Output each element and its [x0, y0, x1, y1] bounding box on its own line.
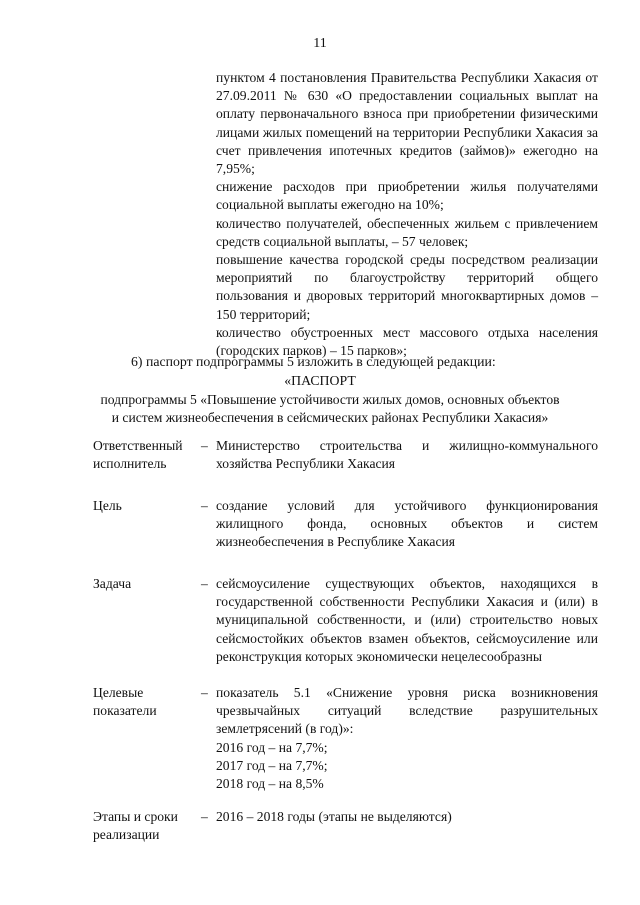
- row-label: Задача: [93, 576, 132, 591]
- row-content: [216, 575, 598, 666]
- paragraph: количество обустроенных мест массового отдыха населения (городских парков) – 15 парков»;: [216, 324, 598, 359]
- row-label: Ответственный исполнитель: [93, 438, 183, 472]
- dash-separator: –: [201, 438, 208, 453]
- paragraph: снижение расходов при приобретении жилья получателями социальной выплаты ежегодно на 10%;: [216, 179, 598, 213]
- subtitle-line: подпрограммы 5 «Повышение устойчивости жилых домов, основных объектов: [100, 392, 560, 407]
- subtitle-line: и систем жизнеобеспечения в сейсмических районах Республики Хакасия»: [111, 410, 549, 426]
- row-text: создание условий для устойчивого функционирования жилищного фонда, основных объектов и систем жизнеобеспечения в Республике Хакасия: [216, 498, 598, 550]
- row-label: Целевые показатели: [93, 685, 157, 719]
- passport-subtitle: [60, 391, 600, 427]
- indicator-year-value: 2016 год – на 7,7%;: [216, 739, 328, 755]
- paragraph: количество получателей, обеспеченных жильем с привлечением средств социальной выплаты, – 57 человек;: [216, 215, 598, 249]
- passport-title: «ПАСПОРТ: [284, 373, 356, 388]
- row-text: показатель 5.1 «Снижение уровня риска возникновения чрезвычайных ситуаций вследствие разрушительных землетрясений (в год)»:: [216, 685, 598, 737]
- indicator-year-value: 2018 год – на 8,5%: [216, 776, 324, 792]
- paragraph: повышение качества городской среды посредством реализации мероприятий по благоустройству территорий общего пользования и дворовых территорий многоквартирных домов – 150 территорий;: [216, 252, 598, 322]
- dash-separator: –: [201, 576, 208, 591]
- row-label: Этапы и сроки реализации: [93, 809, 178, 843]
- dash-separator: –: [201, 498, 208, 513]
- continued-indicators-text: [216, 69, 598, 360]
- row-content: [216, 808, 598, 826]
- row-text: Министерство строительства и жилищно-коммунального хозяйства Республики Хакасия: [216, 438, 598, 472]
- row-content: [216, 497, 598, 552]
- row-label: Цель: [93, 498, 122, 513]
- row-text: сейсмоусиление существующих объектов, находящихся в государственной собственности Республики Хакасия и (или) в муниципальной собственности, и (или) строительство новых сейсмостойких объектов взамен объектов, сейсмоусиление или реконструкция которых экономически нецелесообразны: [216, 576, 598, 664]
- dash-separator: –: [201, 685, 208, 700]
- indicator-year-value: 2017 год – на 7,7%;: [216, 757, 328, 773]
- row-content: [216, 684, 598, 793]
- page-number: 11: [313, 36, 327, 51]
- dash-separator: –: [201, 809, 208, 824]
- row-text: 2016 – 2018 годы (этапы не выделяются): [216, 809, 452, 824]
- row-content: [216, 437, 598, 473]
- amendment-intro: 6) паспорт подпрограммы 5 изложить в следующей редакции:: [131, 354, 496, 369]
- paragraph: пунктом 4 постановления Правительства Республики Хакасия от 27.09.2011 № 630 «О предоставлении социальных выплат на оплату первоначального взноса при приобретении физическими лицами жилых помещений на территории Республики Хакасия за счет привлечения ипотечных кредитов (займов)» ежегодно на 7,95%;: [216, 70, 598, 177]
